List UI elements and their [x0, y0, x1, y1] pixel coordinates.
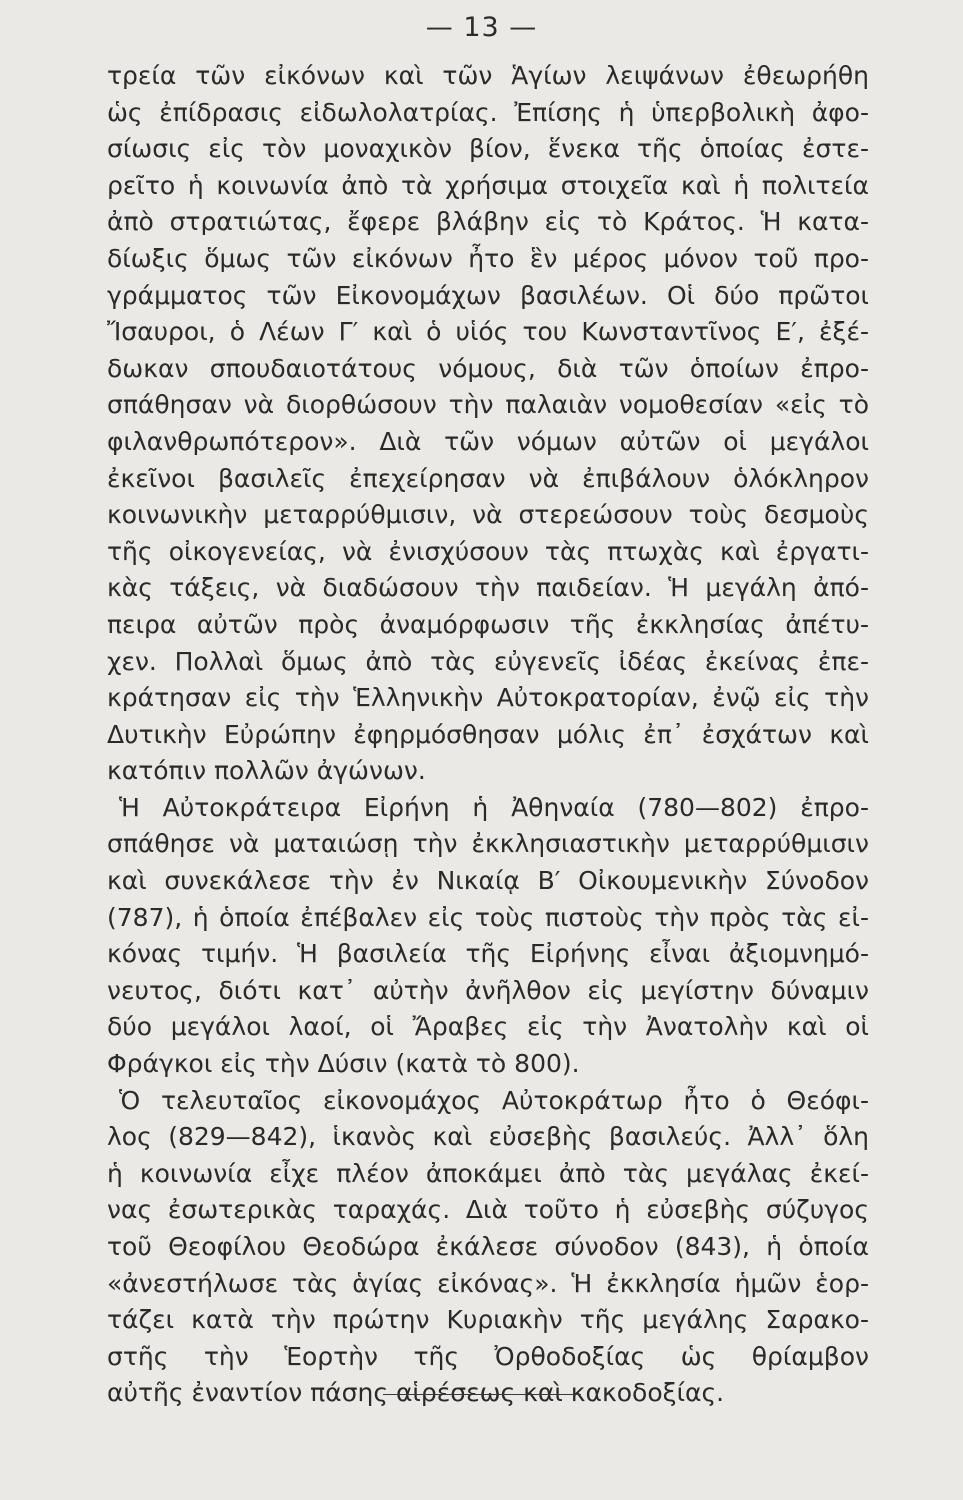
text-line: αὐτῆς ἐναντίον πάσης αἱρέσεως καὶ κακοδοξίας.: [107, 1378, 725, 1408]
text-line: πειρα αὐτῶν πρὸς ἀναμόρφωσιν τῆς ἐκκλησίας ἀπέτυ-: [107, 609, 869, 639]
text-line: κατόπιν πολλῶν ἀγώνων.: [107, 756, 426, 786]
text-line: κόνας τιμήν. Ἡ βασιλεία τῆς Εἰρήνης εἶναι ἀξιομνημό-: [107, 939, 869, 969]
text-line: Δυτικὴν Εὐρώπην ἐφηρμόσθησαν μόλις ἐπ᾽ ἐσχάτων καὶ: [107, 719, 869, 749]
text-line: κοινωνικὴν μεταρρύθμισιν, νὰ στερεώσουν τοὺς δεσμοὺς: [107, 500, 869, 530]
text-line: τρεία τῶν εἰκόνων καὶ τῶν Ἁγίων λειψάνων ἐθεωρήθη: [107, 61, 869, 90]
text-line: σίωσις εἰς τὸν μοναχικὸν βίον, ἕνεκα τῆς ὁποίας ἐστε-: [107, 134, 869, 164]
body-text: [107, 58, 869, 1412]
text-line: χεν. Πολλαὶ ὅμως ἀπὸ τὰς εὐγενεῖς ἰδέας ἐκείνας ἐπε-: [107, 646, 869, 676]
text-line: τοῦ Θεοφίλου Θεοδώρα ἐκάλεσε σύνοδον (843), ἡ ὁποία: [107, 1232, 869, 1261]
text-line: ἀπὸ στρατιώτας, ἔφερε βλάβην εἰς τὸ Κράτος. Ἡ κατα-: [107, 207, 869, 237]
text-line: ἐκεῖνοι βασιλεῖς ἐπεχείρησαν νὰ ἐπιβάλουν ὁλόκληρον: [107, 463, 869, 493]
text-line: νευτος, διότι κατ᾽ αὐτὴν ἀνῆλθον εἰς μεγίστην δύναμιν: [107, 975, 869, 1005]
page-number: — 13 —: [425, 12, 538, 43]
text-line: δίωξις ὅμως τῶν εἰκόνων ἦτο ἓν μέρος μόνον τοῦ προ-: [107, 243, 869, 273]
text-line: Φράγκοι εἰς τὴν Δύσιν (κατὰ τὸ 800).: [107, 1049, 580, 1079]
text-line: ὡς ἐπίδρασις εἰδωλολατρίας. Ἐπίσης ἡ ὑπερβολικὴ ἀφο-: [107, 97, 869, 127]
text-line: σπάθησαν νὰ διορθώσουν τὴν παλαιὰν νομοθεσίαν «εἰς τὸ: [107, 390, 869, 420]
text-line: στῆς τὴν Ἑορτὴν τῆς Ὀρθοδοξίας ὡς θρίαμβον: [107, 1341, 869, 1371]
section-divider-rule: [383, 1394, 581, 1395]
text-line: κὰς τάξεις, νὰ διαδώσουν τὴν παιδείαν. Ἡ μεγάλη ἀπό-: [107, 573, 869, 603]
text-line: σπάθησε νὰ ματαιώσῃ τὴν ἐκκλησιαστικὴν μεταρρύθμισιν: [107, 829, 869, 859]
text-line: λος (829—842), ἱκανὸς καὶ εὐσεβὴς βασιλεύς. Ἀλλ᾽ ὅλη: [107, 1122, 869, 1152]
text-line: Ἡ Αὐτοκράτειρα Εἰρήνη ἡ Ἀθηναία (780—802) ἐπρο-: [119, 792, 869, 822]
text-line: νας ἐσωτερικὰς ταραχάς. Διὰ τοῦτο ἡ εὐσεβὴς σύζυγος: [107, 1195, 869, 1225]
text-line: ρεῖτο ἡ κοινωνία ἀπὸ τὰ χρήσιμα στοιχεῖα καὶ ἡ πολιτεία: [107, 170, 869, 200]
text-line: (787), ἡ ὁποία ἐπέβαλεν εἰς τοὺς πιστοὺς τὴν πρὸς τὰς εἰ-: [107, 902, 869, 932]
text-line: ἡ κοινωνία εἶχε πλέον ἀποκάμει ἀπὸ τὰς μεγάλας ἐκεί-: [107, 1158, 869, 1188]
text-line: κράτησαν εἰς τὴν Ἑλληνικὴν Αὐτοκρατορίαν, ἐνῷ εἰς τὴν: [107, 683, 869, 713]
text-line: «ἀνεστήλωσε τὰς ἁγίας εἰκόνας». Ἡ ἐκκλησία ἡμῶν ἑορ-: [107, 1268, 869, 1298]
text-line: δύο μεγάλοι λαοί, οἱ Ἄραβες εἰς τὴν Ἀνατολὴν καὶ οἱ: [107, 1012, 869, 1042]
text-line: τάζει κατὰ τὴν πρώτην Κυριακὴν τῆς μεγάλης Σαρακο-: [107, 1305, 869, 1335]
text-line: Ὁ τελευταῖος εἰκονομάχος Αὐτοκράτωρ ἦτο ὁ Θεόφι-: [119, 1085, 869, 1115]
text-line: γράμματος τῶν Εἰκονομάχων βασιλέων. Οἱ δύο πρῶτοι: [107, 280, 869, 310]
text-line: φιλανθρωπότερον». Διὰ τῶν νόμων αὐτῶν οἱ μεγάλοι: [107, 426, 869, 456]
text-line: δωκαν σπουδαιοτάτους νόμους, διὰ τῶν ὁποίων ἐπρο-: [107, 353, 869, 383]
text-line: καὶ συνεκάλεσε τὴν ἐν Νικαίᾳ Β′ Οἰκουμενικὴν Σύνοδον: [107, 866, 869, 896]
text-line: Ἴσαυροι, ὁ Λέων Γ′ καὶ ὁ υἱός του Κωνσταντῖνος Ε′, ἐξέ-: [107, 317, 869, 347]
text-line: τῆς οἰκογενείας, νὰ ἐνισχύσουν τὰς πτωχὰς καὶ ἐργατι-: [107, 536, 869, 566]
